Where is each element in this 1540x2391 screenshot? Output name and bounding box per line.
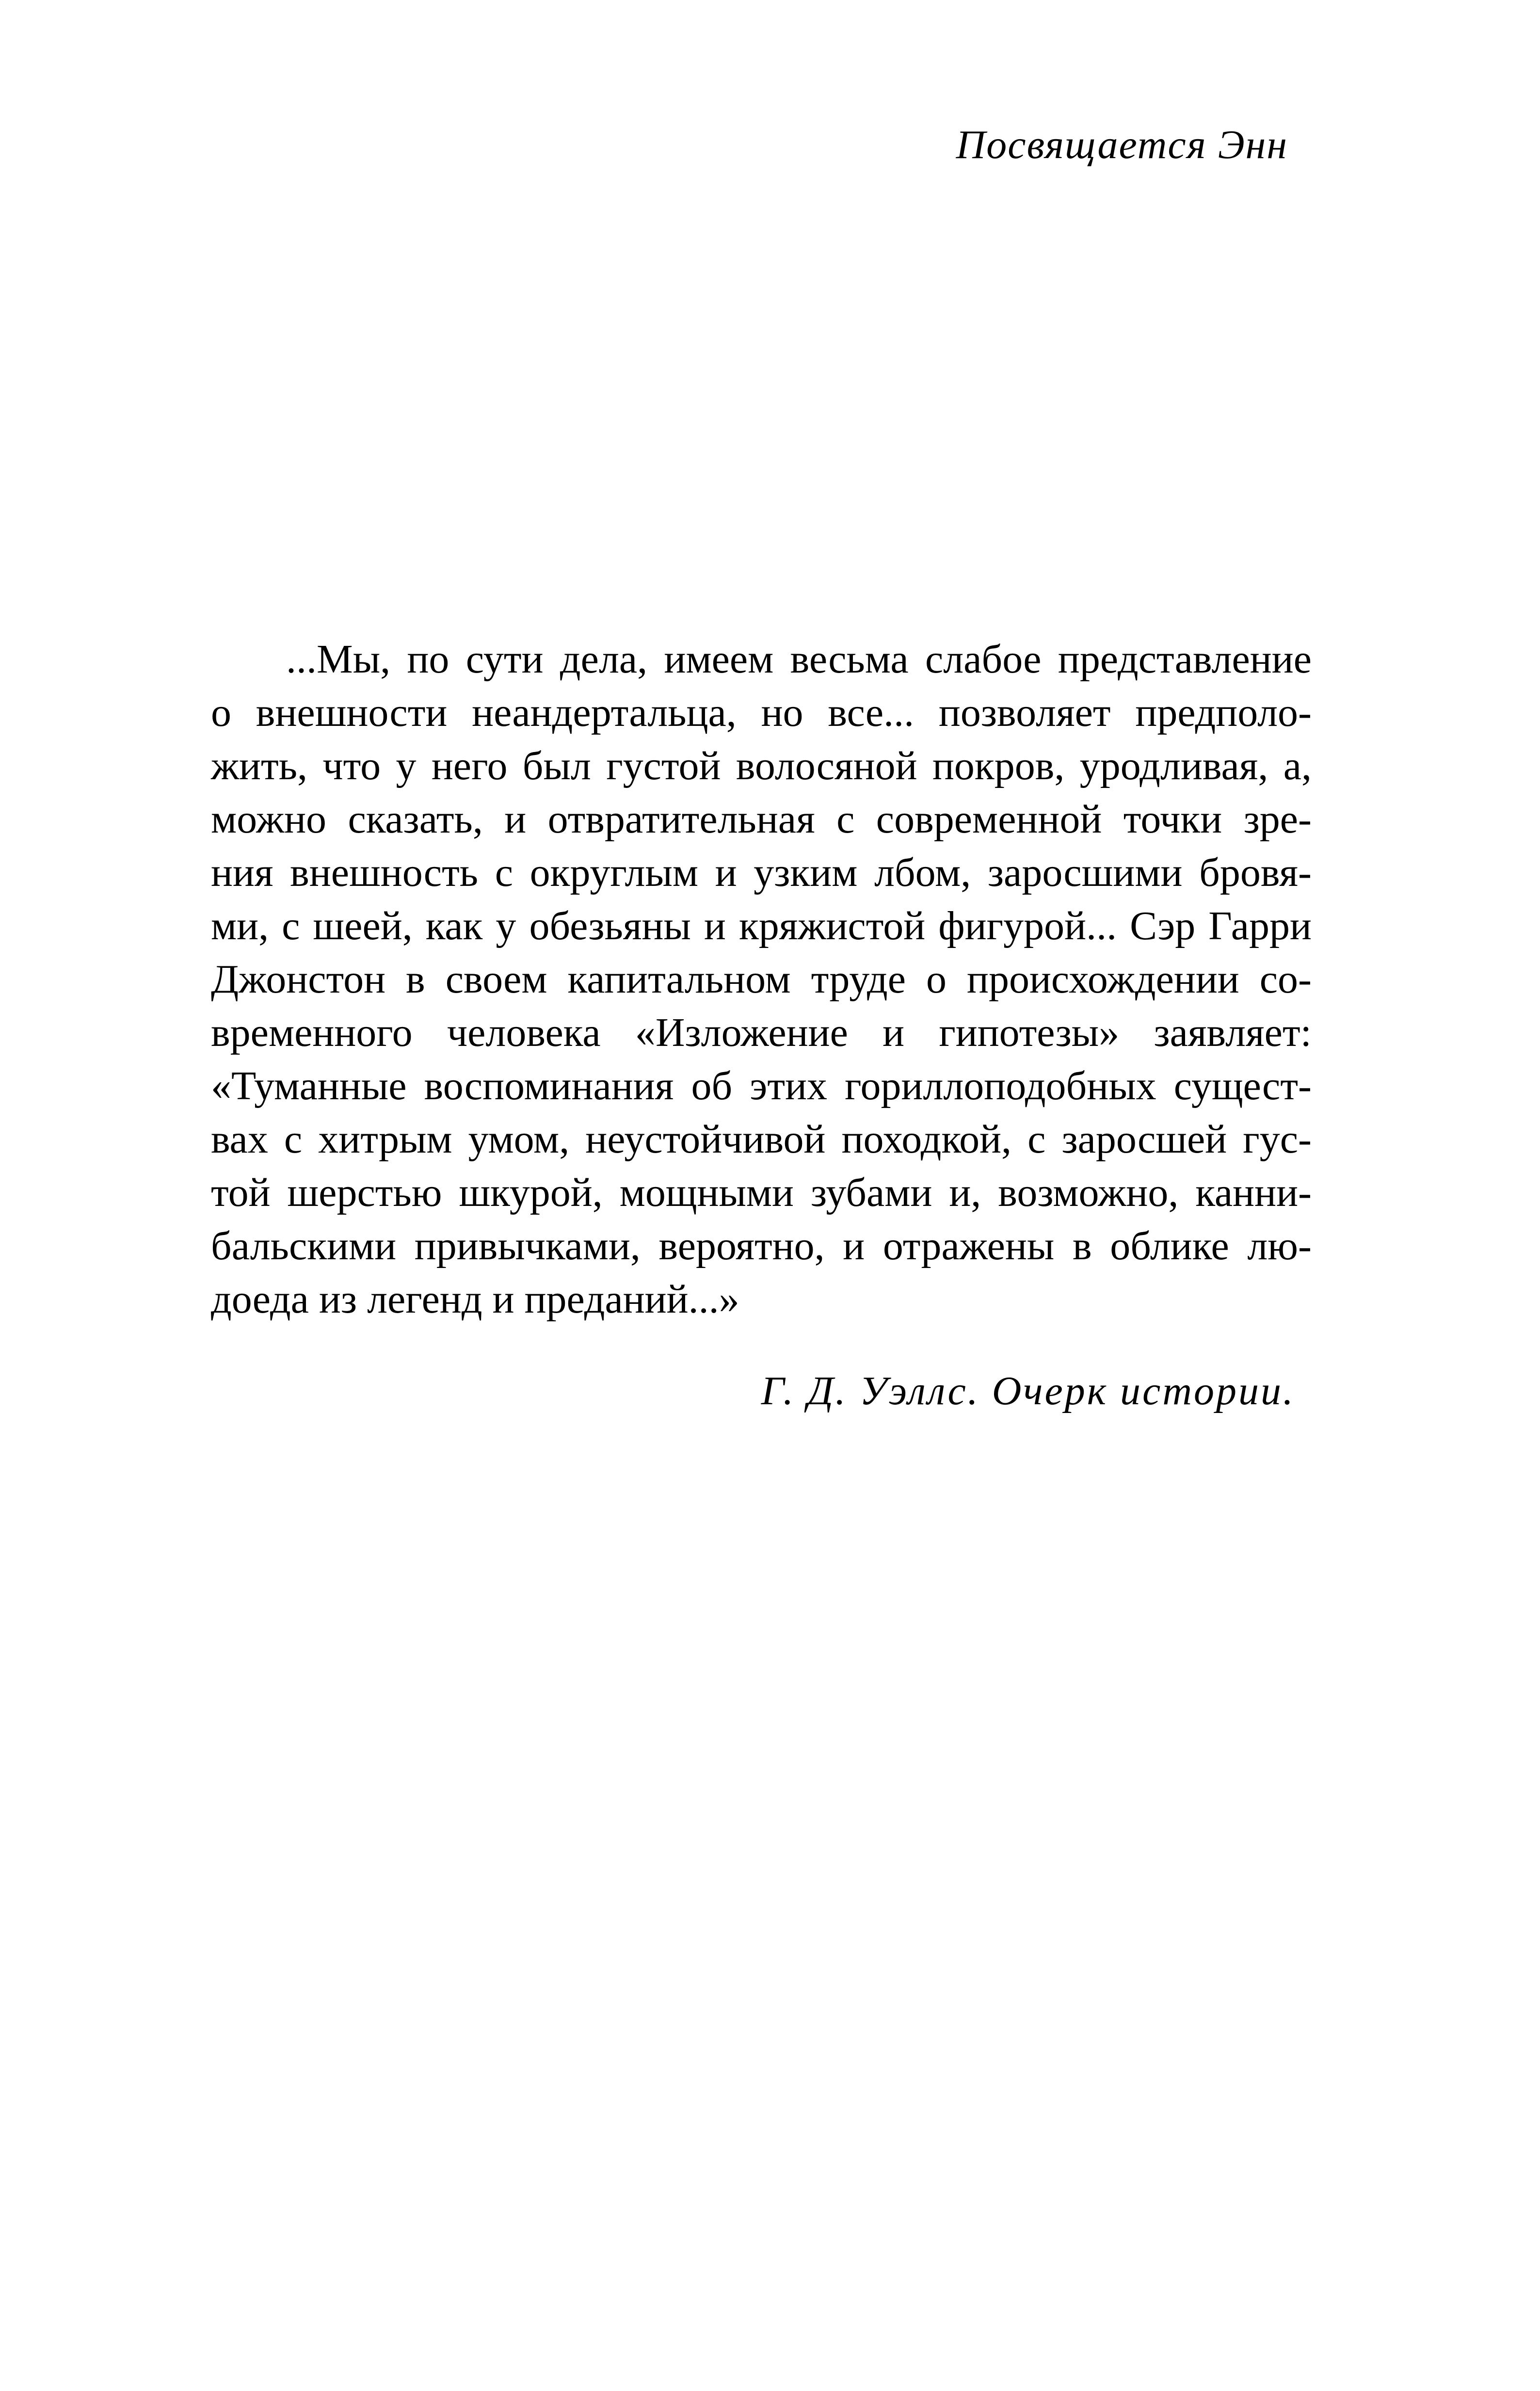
epigraph-line: Джонстон в своем капитальном труде о происхождении со-: [211, 957, 1312, 1002]
epigraph-line: бальскими привычками, вероятно, и отражены в облике лю-: [211, 1223, 1312, 1268]
dedication: Посвящается Энн: [956, 122, 1288, 167]
epigraph-line: доеда из легенд и преданий...»: [211, 1277, 739, 1322]
epigraph-attribution: Г. Д. Уэллс. Очерк истории.: [761, 1368, 1295, 1413]
epigraph-line: о внешности неандертальца, но все... позволяет предполо-: [211, 690, 1312, 735]
epigraph-line: вах с хитрым умом, неустойчивой походкой, с заросшей гус-: [211, 1117, 1312, 1162]
epigraph-line: временного человека «Изложение и гипотезы» заявляет:: [211, 1010, 1312, 1055]
epigraph-line: жить, что у него был густой волосяной покров, уродливая, а,: [211, 743, 1312, 788]
epigraph-line: той шерстью шкурой, мощными зубами и, возможно, канни-: [211, 1170, 1312, 1215]
epigraph-line: ния внешность с округлым и узким лбом, заросшими бровя-: [211, 850, 1312, 895]
epigraph-line: ...Мы, по сути дела, имеем весьма слабое представление: [286, 637, 1312, 682]
epigraph-line: ми, с шеей, как у обезьяны и кряжистой фигурой... Сэр Гарри: [211, 903, 1312, 948]
epigraph-quote: [211, 633, 1312, 1326]
epigraph-line: можно сказать, и отвратительная с современной точки зре-: [211, 797, 1312, 842]
epigraph-line: «Туманные воспоминания об этих гориллоподобных сущест-: [211, 1063, 1312, 1108]
